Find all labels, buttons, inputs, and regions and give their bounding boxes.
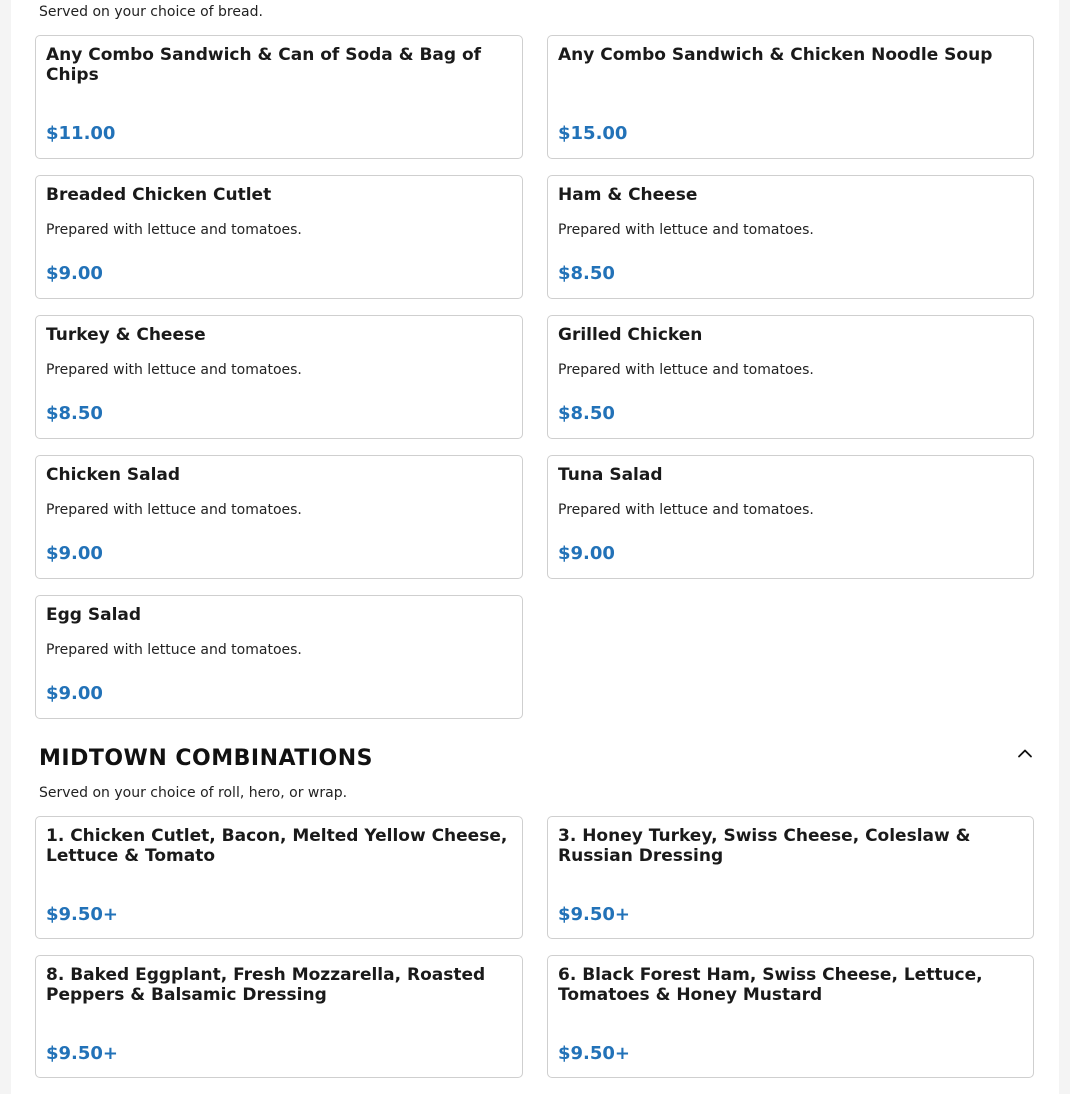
menu-item-name: Tuna Salad <box>558 465 663 485</box>
menu-item-card[interactable] <box>547 455 1034 579</box>
section-description: Served on your choice of roll, hero, or wrap. <box>39 785 348 801</box>
menu-item-name: Chicken Salad <box>46 465 181 485</box>
menu-item-price: $9.50+ <box>558 904 631 925</box>
menu-item-price: $9.50+ <box>558 1043 631 1064</box>
menu-item-name: Grilled Chicken <box>558 325 703 345</box>
menu-item-description: Prepared with lettuce and tomatoes. <box>46 222 302 238</box>
menu-item-price: $9.50+ <box>46 1043 119 1064</box>
menu-item-price: $9.00 <box>46 543 103 564</box>
menu-item-name: Breaded Chicken Cutlet <box>46 185 272 205</box>
menu-item-card[interactable] <box>547 315 1034 439</box>
menu-item-price: $15.00 <box>558 123 628 144</box>
menu-item-card[interactable] <box>35 35 523 159</box>
menu-item-price: $8.50 <box>46 403 103 424</box>
menu-item-price: $9.00 <box>46 683 103 704</box>
menu-item-description: Prepared with lettuce and tomatoes. <box>558 362 814 378</box>
menu-item-card[interactable] <box>35 315 523 439</box>
chevron-up-icon <box>1017 748 1033 758</box>
menu-item-description: Prepared with lettuce and tomatoes. <box>46 642 302 658</box>
menu-item-name: 3. Honey Turkey, Swiss Cheese, Coleslaw & Russian Dressing <box>558 826 971 866</box>
menu-item-name: 1. Chicken Cutlet, Bacon, Melted Yellow Cheese, Lettuce & Tomato <box>46 826 508 866</box>
menu-item-name: Any Combo Sandwich & Can of Soda & Bag of Chips <box>46 45 482 85</box>
menu-item-price: $8.50 <box>558 263 615 284</box>
menu-item-card[interactable] <box>35 955 523 1078</box>
menu-item-name: Ham & Cheese <box>558 185 698 205</box>
menu-item-card[interactable] <box>547 816 1034 939</box>
menu-item-price: $11.00 <box>46 123 116 144</box>
menu-item-description: Prepared with lettuce and tomatoes. <box>46 362 302 378</box>
menu-item-card[interactable] <box>35 816 523 939</box>
menu-item-card[interactable] <box>547 175 1034 299</box>
menu-item-price: $9.00 <box>558 543 615 564</box>
menu-item-price: $9.00 <box>46 263 103 284</box>
menu-item-price: $9.50+ <box>46 904 119 925</box>
collapse-section-button[interactable] <box>1013 741 1037 765</box>
menu-item-grid <box>35 816 1034 1078</box>
menu-item-card[interactable] <box>35 595 523 719</box>
menu-item-name: 6. Black Forest Ham, Swiss Cheese, Lettuce, Tomatoes & Honey Mustard <box>558 965 983 1005</box>
section-title: MIDTOWN COMBINATIONS <box>39 746 373 771</box>
menu-item-grid <box>35 35 1034 719</box>
menu-item-name: Turkey & Cheese <box>46 325 206 345</box>
menu-item-card[interactable] <box>547 955 1034 1078</box>
menu-item-card[interactable] <box>547 35 1034 159</box>
menu-item-name: Egg Salad <box>46 605 142 625</box>
menu-item-card[interactable] <box>35 175 523 299</box>
menu-page <box>11 0 1059 1094</box>
menu-item-description: Prepared with lettuce and tomatoes. <box>558 222 814 238</box>
menu-item-description: Prepared with lettuce and tomatoes. <box>46 502 302 518</box>
section-description: Served on your choice of bread. <box>39 4 263 20</box>
menu-item-price: $8.50 <box>558 403 615 424</box>
menu-item-name: 8. Baked Eggplant, Fresh Mozzarella, Roasted Peppers & Balsamic Dressing <box>46 965 486 1005</box>
menu-item-card[interactable] <box>35 455 523 579</box>
menu-item-name: Any Combo Sandwich & Chicken Noodle Soup <box>558 45 993 65</box>
menu-item-description: Prepared with lettuce and tomatoes. <box>558 502 814 518</box>
